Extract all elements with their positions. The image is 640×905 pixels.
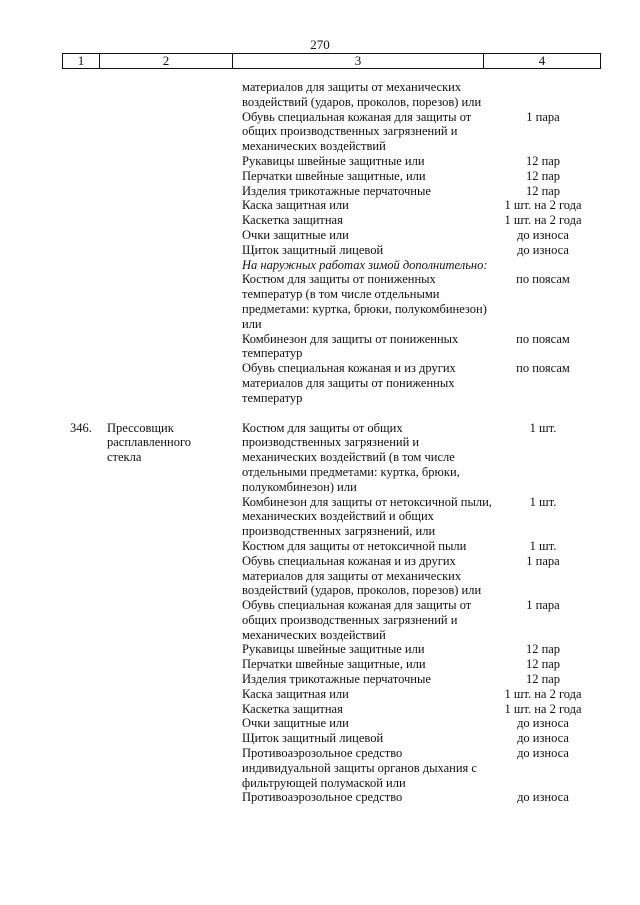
item-description: Обувь специальная кожаная и из других материалов для защиты от пониженных температур (242, 361, 456, 405)
item-norm: 1 шт. (529, 538, 557, 553)
table-row (0, 716, 640, 731)
item-norm: по поясам (516, 361, 570, 376)
item-norm: 1 шт. на 2 года (504, 198, 582, 213)
item-description: Противоаэрозольное средство (242, 790, 403, 805)
item-description: Изделия трикотажные перчаточные (242, 672, 431, 687)
item-norm: 1 шт. (529, 494, 557, 509)
item-norm: 1 пара (526, 598, 560, 613)
table-row (0, 746, 640, 790)
item-description: Рукавицы швейные защитные или (242, 153, 425, 168)
item-norm: 1 шт. (529, 420, 557, 435)
table-row (0, 421, 640, 495)
item-description: Костюм для защиты от пониженных температур (в том числе отдельными предметами: куртка, брюки, полукомбинезон) или (242, 272, 487, 331)
item-norm: 1 пара (526, 553, 560, 568)
item-description: Каскетка защитная (242, 701, 343, 716)
table-entry (0, 80, 640, 406)
column-header-2: 2 (100, 54, 233, 68)
table-row (0, 731, 640, 746)
item-description: Костюм для защиты от общих производственных загрязнений и механических воздействий (в том числе отдельными предметами: куртка, брюки, полукомбинезон) или (242, 420, 460, 494)
item-norm: 12 пар (525, 642, 561, 657)
table-row (0, 243, 640, 258)
item-description: Каска защитная или (242, 198, 349, 213)
table-row (0, 495, 640, 539)
table-row (0, 80, 640, 110)
table-row (0, 154, 640, 169)
table-row (0, 672, 640, 687)
item-description: Рукавицы швейные защитные или (242, 642, 425, 657)
item-description: материалов для защиты от механических воздействий (ударов, проколов, порезов) или (242, 80, 482, 109)
item-norm: 12 пар (525, 672, 561, 687)
item-norm: до износа (517, 731, 569, 746)
item-norm: по поясам (516, 331, 570, 346)
table-row (0, 198, 640, 213)
item-description: Щиток защитный лицевой (242, 731, 384, 746)
item-description: На наружных работах зимой дополнительно: (242, 257, 488, 272)
table-row (0, 332, 640, 362)
item-norm: до износа (517, 746, 569, 761)
item-norm: 1 шт. на 2 года (504, 686, 582, 701)
table-entry (0, 421, 640, 806)
item-description: Костюм для защиты от нетоксичной пыли (242, 538, 467, 553)
item-description: Изделия трикотажные перчаточные (242, 183, 431, 198)
item-norm: до износа (517, 242, 569, 257)
table-row (0, 228, 640, 243)
item-description: Каскетка защитная (242, 213, 343, 228)
item-description: Очки защитные или (242, 716, 349, 731)
item-norm: 12 пар (525, 657, 561, 672)
item-description: Обувь специальная кожаная для защиты от общих производственных загрязнений и механических воздействий (242, 109, 472, 154)
column-header-1: 1 (63, 54, 100, 68)
table-row (0, 213, 640, 228)
table-row (0, 361, 640, 405)
item-description: Щиток защитный лицевой (242, 242, 384, 257)
table-row (0, 657, 640, 672)
item-norm: по поясам (516, 272, 570, 287)
item-description: Каска защитная или (242, 686, 349, 701)
column-header-4: 4 (538, 53, 546, 68)
item-description: Обувь специальная кожаная для защиты от общих производственных загрязнений и механических воздействий (242, 598, 472, 642)
entry-number: 346. (70, 420, 92, 435)
item-description: Перчатки швейные защитные, или (242, 657, 426, 672)
table-row (0, 687, 640, 702)
item-norm: 12 пар (525, 153, 561, 168)
item-norm: 12 пар (525, 183, 561, 198)
item-norm: до износа (517, 790, 569, 805)
table-row (0, 169, 640, 184)
table-row (0, 184, 640, 199)
item-norm: 1 шт. на 2 года (504, 213, 582, 228)
table-row (0, 598, 640, 642)
table-row (0, 258, 640, 273)
item-norm: до износа (517, 716, 569, 731)
occupation-name: Прессовщик расплавленного стекла (107, 420, 192, 465)
item-description: Противоаэрозольное средство индивидуальной защиты органов дыхания с фильтрующей полумаской или (242, 746, 477, 790)
table-body (0, 80, 640, 805)
item-description: Обувь специальная кожаная и из других материалов для защиты от механических воздействий (ударов, проколов, порезов) или (242, 553, 482, 598)
table-row (0, 790, 640, 805)
column-header-3: 3 (233, 54, 484, 68)
item-norm: 1 шт. на 2 года (504, 701, 582, 716)
item-norm: 1 пара (526, 109, 560, 124)
table-row (0, 110, 640, 154)
item-norm: 12 пар (525, 168, 561, 183)
table-header (62, 53, 601, 69)
table-row (0, 272, 640, 331)
table-row (0, 554, 640, 598)
item-description: Комбинезон для защиты от нетоксичной пыли, механических воздействий и общих производственных загрязнений, или (242, 494, 492, 539)
item-norm: до износа (517, 227, 569, 242)
item-description: Комбинезон для защиты от пониженных температур (242, 331, 459, 361)
table-row (0, 642, 640, 657)
item-description: Очки защитные или (242, 227, 349, 242)
page-number: 270 (310, 37, 330, 52)
table-row (0, 539, 640, 554)
item-description: Перчатки швейные защитные, или (242, 168, 426, 183)
table-row (0, 702, 640, 717)
